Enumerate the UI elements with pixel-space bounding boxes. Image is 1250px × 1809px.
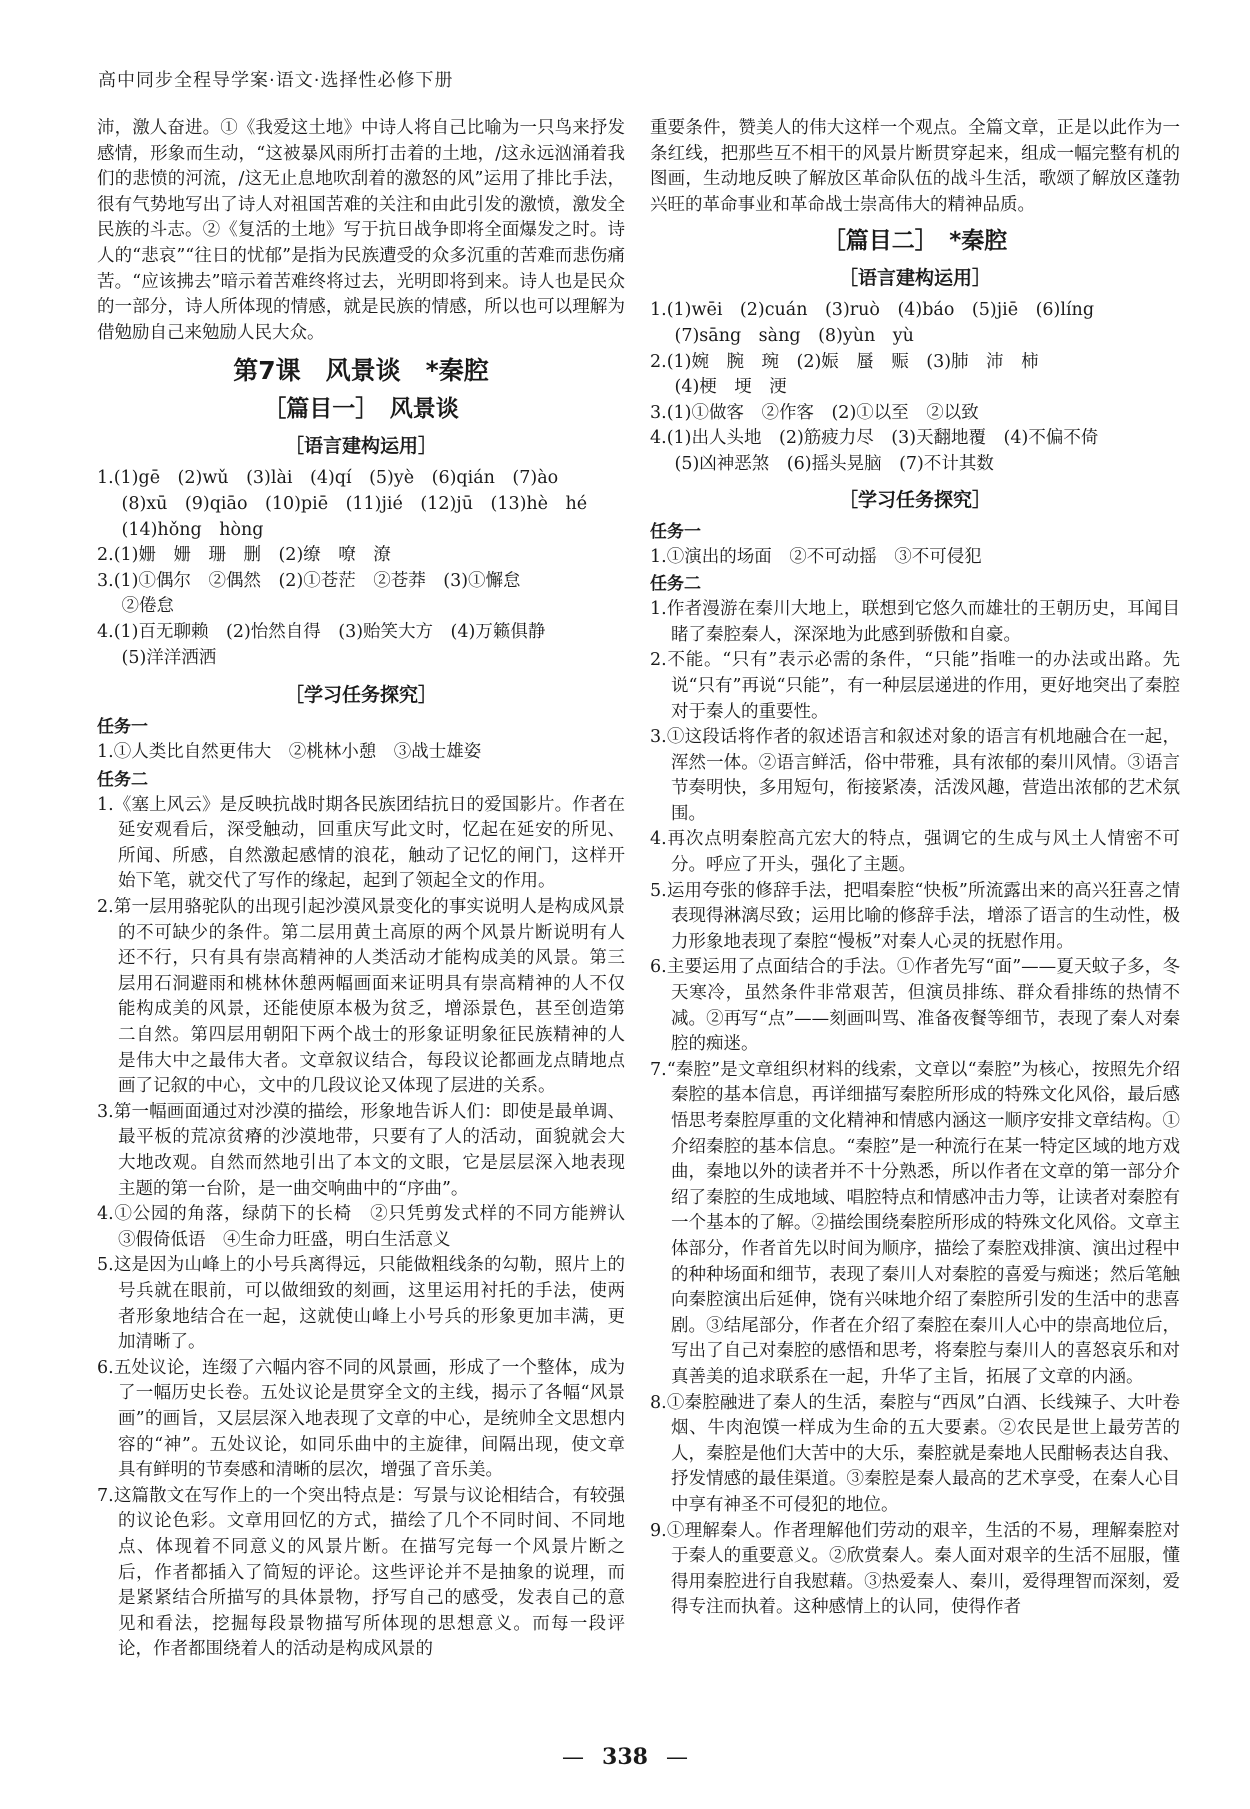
answer-paragraph: 1.①演出的场面 ②不可动摇 ③不可侵犯 — [650, 546, 982, 567]
answer-line: 2.(1)姗 姗 珊 删 (2)缭 嘹 潦 — [97, 545, 391, 566]
right-column — [650, 116, 1180, 1621]
language-answers — [97, 466, 625, 671]
page-number: 338 — [602, 1744, 648, 1770]
subsection-language-title: ［语言建构运用］ — [284, 435, 437, 458]
answer-paragraph: 6.主要运用了点面结合的手法。①作者先写“面”——夏天蚊子多，冬天寒冷，虽然条件非常艰苦，但演员排练、群众看排练的热情不减。②再写“点”——刻画叫骂、准备夜餐等细节，表现了秦人对秦腔的痴迷。 — [650, 957, 1180, 1055]
answer-line: (5)洋洋洒洒 — [121, 647, 217, 668]
answer-paragraph: 4.再次点明秦腔高亢宏大的特点，强调它的生成与风土人情密不可分。呼应了开头，强化了主题。 — [650, 829, 1180, 876]
answer-line: (14)hǒng hòng — [121, 519, 264, 540]
answer-paragraph: 3.第一幅画面通过对沙漠的描绘，形象地告诉人们：即使是最单调、最平板的荒凉贫瘠的沙漠地带，只要有了人的活动，面貌就会大大地改观。自然而然地引出了本文的文眼，它是层层深入地表现主题的第一台阶，是一曲交响曲中的“序曲”。 — [97, 1101, 625, 1199]
answer-paragraph: 7.“秦腔”是文章组织材料的线索，文章以“秦腔”为核心，按照先介绍秦腔的基本信息，再详细描写秦腔所形成的特殊文化风俗，最后感悟思考秦腔厚重的文化精神和情感内涵这一顺序安排文章结构。①介绍秦腔的基本信息。“秦腔”是一种流行在某一特定区域的地方戏曲，秦地以外的读者并不十分熟悉，所以作者在文章的第一部分介绍了秦腔的生成地域、唱腔特点和情感冲击力等，让读者对秦腔有一个基本的了解。②描绘围绕秦腔所形成的特殊文化风俗。文章主体部分，作者首先以时间为顺序，描绘了秦腔戏排演、演出过程中的种种场面和细节，表现了秦川人对秦腔的喜爱与痴迷；然后笔触向秦腔演出后延伸，饶有兴味地介绍了秦腔所引发的生活中的悲喜剧。③结尾部分，作者在介绍了秦腔在秦川人心中的崇高地位后，写出了自己对秦腔的感悟和思考，将秦腔与秦川人的喜怒哀乐和对真善美的追求联系在一起，升华了主旨，拓展了文章的内涵。 — [650, 1059, 1180, 1387]
answer-line: (7)sāng sàng (8)yùn yù — [674, 325, 914, 346]
answer-paragraph: 4.①公园的角落，绿荫下的长椅 ②只凭剪发式样的不同方能辨认 ③假倚低语 ④生命力旺盛，明白生活意义 — [97, 1204, 643, 1250]
answer-line: 1.(1)gē (2)wǔ (3)lài (4)qí (5)yè (6)qián (7)ào — [97, 468, 559, 489]
answer-paragraph: 1.作者漫游在秦川大地上，联想到它悠久而雄壮的王朝历史，耳闻目睹了秦腔秦人，深深地为此感到骄傲和自豪。 — [650, 599, 1180, 645]
task-heading: 任务一 — [97, 717, 148, 738]
footer-dash: — — [665, 1745, 688, 1770]
subsection-study-title: ［学习任务探究］ — [284, 684, 437, 707]
answer-line: 1.(1)wēi (2)cuán (3)ruò (4)báo (5)jiē (6)líng — [650, 300, 1095, 321]
answer-paragraph: 1.《塞上风云》是反映抗战时期各民族团结抗日的爱国影片。作者在延安观看后，深受触动，回重庆写此文时，忆起在延安的所见、所闻、所感，自然激起感情的浪花，触动了记忆的闸门，这样开始下笔，就交代了写作的缘起，起到了领起全文的作用。 — [97, 794, 625, 892]
answer-line: ②倦怠 — [121, 596, 174, 617]
intro-paragraph: 重要条件，赞美人的伟大这样一个观点。全篇文章，正是以此作为一条红线，把那些互不相干的风景片断贯穿起来，组成一幅完整有机的图画，生动地反映了解放区革命队伍的战斗生活，歌颂了解放区蓬勃兴旺的革命事业和革命战士崇高伟大的精神品质。 — [650, 118, 1180, 215]
task-heading: 任务二 — [650, 574, 701, 595]
subsection-study-title: ［学习任务探究］ — [838, 488, 991, 511]
left-column — [97, 116, 643, 1663]
answer-line: 4.(1)百无聊赖 (2)怡然自得 (3)贻笑大方 (4)万籁俱静 — [97, 621, 546, 642]
running-header: 高中同步全程导学案·语文·选择性必修下册 — [98, 70, 454, 91]
answer-paragraph: 8.①秦腔融进了秦人的生活，秦腔与“西凤”白酒、长线辣子、大叶卷烟、牛肉泡馍一样成为生命的五大要素。②农民是世上最劳苦的人，秦腔是他们大苦中的大乐，秦腔就是秦地人民酣畅表达自我、抒发情感的最佳渠道。③秦腔是秦人最高的艺术享受，在秦人心目中享有神圣不可侵犯的地位。 — [650, 1392, 1180, 1515]
answer-paragraph: 6.五处议论，连缀了六幅内容不同的风景画，形成了一个整体，成为了一幅历史长卷。五处议论是贯穿全文的主线，揭示了各幅“风景画”的画旨，又层层深入地表现了文章的中心，是统帅全文思想内容的“神”。五处议论，如同乐曲中的主旋律，间隔出现，使文章具有鲜明的节奏感和清晰的层次，增强了音乐美。 — [97, 1357, 625, 1481]
answer-line: 3.(1)①做客 ②作客 (2)①以至 ②以致 — [650, 402, 979, 423]
answer-line: (5)凶神恶煞 (6)摇头晃脑 (7)不计其数 — [674, 453, 994, 474]
answer-paragraph: 7.这篇散文在写作上的一个突出特点是：写景与议论相结合，有较强的议论色彩。文章用回忆的方式，描绘了几个不同时间、不同地点、体现着不同意义的风景片断。在描写完每一个风景片断之后，作者都插入了简短的评论。这些评论并不是抽象的说理，而是紧紧结合所描写的具体景物，抒写自己的感受，发表自己的意见和看法，挖掘每段景物描写所体现的思想意义。而每一段评论，作者都围绕着人的活动是构成风景的 — [97, 1485, 625, 1660]
answer-line: 3.(1)①偶尔 ②偶然 (2)①苍茫 ②苍莽 (3)①懈怠 — [97, 570, 521, 591]
answer-paragraph: 9.①理解秦人。作者理解他们劳动的艰辛，生活的不易，理解秦腔对于秦人的重要意义。②欣赏秦人。秦人面对艰辛的生活不屈服，懂得用秦腔进行自我慰藉。③热爱秦人、秦川，爱得理智而深刻，爱得专注而执着。这种感情上的认同，使得作者 — [650, 1520, 1180, 1618]
intro-paragraph: 沛，激人奋进。①《我爱这土地》中诗人将自己比喻为一只鸟来抒发感情，形象而生动，“这被暴风雨所打击着的土地，/这永远汹涌着我们的悲愤的河流，/这无止息地吹刮着的激怒的风”运用了排比手法，很有气势地写出了诗人对祖国苦难的关注和由此引发的激愤，激发全民族的斗志。②《复活的土地》写于抗日战争即将全面爆发之时。诗人的“悲哀”“往日的忧郁”是指为民族遭受的众多沉重的苦难而悲伤痛苦。“应该拂去”暗示着苦难终将过去，光明即将到来。诗人也是民众的一部分，诗人所体现的情感，就是民族的情感，所以也可以理解为借勉励自己来勉励人民大众。 — [97, 118, 625, 343]
answer-paragraph: 5.这是因为山峰上的小号兵离得远，只能做粗线条的勾勒，照片上的号兵就在眼前，可以做细致的刻画，这里运用衬托的手法，使两者形象地结合在一起，这就使山峰上小号兵的形象更加丰满，更加清晰了。 — [97, 1255, 625, 1353]
lesson-title: 第7课 风景谈 *秦腔 — [233, 356, 489, 386]
answer-paragraph: 2.第一层用骆驼队的出现引起沙漠风景变化的事实说明人是构成风景的不可缺少的条件。第二层用黄土高原的两个风景片断说明有人还不行，只有具有崇高精神的人类活动才能构成美的风景。第三层用石洞避雨和桃林休憩两幅画面来证明具有崇高精神的人不仅能构成美的风景，还能使原本极为贫乏，增添景色，甚至创造第二自然。第四层用朝阳下两个战士的形象证明象征民族精神的人是伟大中之最伟大者。文章叙议结合，每段议论都画龙点睛地点画了记叙的中心，文中的几段议论又体现了层进的关系。 — [97, 897, 625, 1097]
footer-dash: — — [562, 1745, 585, 1770]
answer-line: (4)梗 埂 浭 — [674, 377, 787, 398]
task-heading: 任务二 — [97, 769, 148, 790]
section-title-qinqiang: ［篇目二］ *秦腔 — [822, 228, 1008, 255]
task-heading: 任务一 — [650, 521, 701, 542]
page-number-footer — [0, 1744, 1250, 1770]
answer-paragraph: 1.①人类比自然更伟大 ②桃林小憩 ③战士雄姿 — [97, 742, 482, 763]
section-title-scenery: ［篇目一］ 风景谈 — [263, 396, 459, 423]
answer-line: (8)xū (9)qiāo (10)piē (11)jié (12)jū (13)hè hé — [121, 493, 588, 514]
answer-paragraph: 2.不能。“只有”表示必需的条件，“只能”指唯一的办法或出路。先说“只有”再说“只能”，有一种层层递进的作用，更好地突出了秦腔对于秦人的重要性。 — [650, 650, 1180, 722]
language-answers — [650, 298, 1180, 477]
answer-paragraph: 5.运用夸张的修辞手法，把唱秦腔“快板”所流露出来的高兴狂喜之情表现得淋漓尽致；运用比喻的修辞手法，增添了语言的生动性，极力形象地表现了秦腔“慢板”对秦人心灵的抚慰作用。 — [650, 880, 1180, 952]
answer-line: 2.(1)婉 腕 琬 (2)娠 蜃 赈 (3)肺 沛 柿 — [650, 351, 1039, 372]
answer-paragraph: 3.①这段话将作者的叙述语言和叙述对象的语言有机地融合在一起，浑然一体。②语言鲜活，俗中带雅，具有浓郁的秦川风情。③语言节奏明快，多用短句，衔接紧凑，活泼风趣，营造出浓郁的艺术氛围。 — [650, 727, 1180, 824]
answer-line: 4.(1)出人头地 (2)筋疲力尽 (3)天翻地覆 (4)不偏不倚 — [650, 428, 1099, 449]
subsection-language-title: ［语言建构运用］ — [838, 267, 991, 290]
